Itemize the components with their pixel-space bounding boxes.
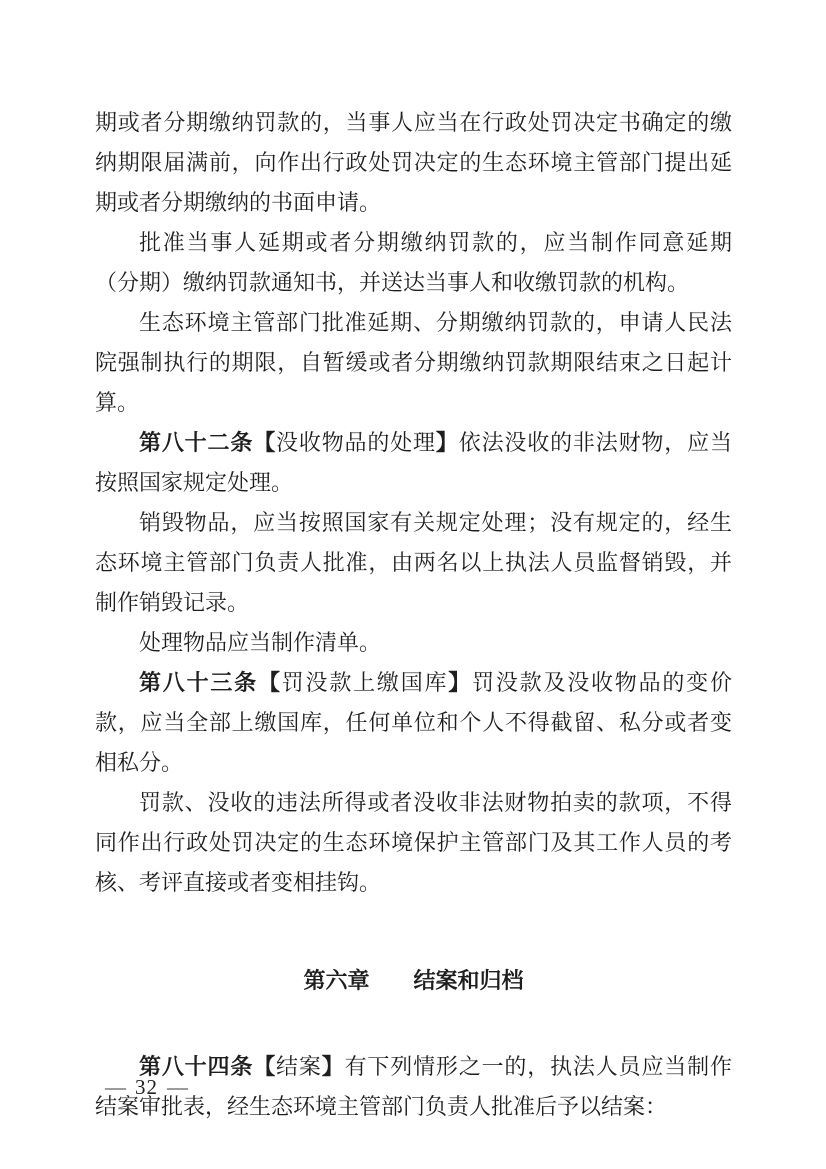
paragraph xyxy=(95,623,732,663)
bracket-close: 】 xyxy=(321,1054,345,1079)
paragraph-text: 销毁物品，应当按照国家有关规定处理；没有规定的，经生态环境主管部门负责人批准，由两名以上执法人员监督销毁，并制作销毁记录。 xyxy=(95,510,732,615)
article-number: 第八十二条 xyxy=(139,430,254,455)
paragraph-text: 期或者分期缴纳罚款的，当事人应当在行政处罚决定书确定的缴纳期限届满前，向作出行政处罚决定的生态环境主管部门提出延期或者分期缴纳的书面申请。 xyxy=(95,110,732,215)
page-number: 32 xyxy=(135,1075,158,1099)
paragraph xyxy=(95,503,732,623)
paragraph-text: 批准当事人延期或者分期缴纳罚款的，应当制作同意延期（分期）缴纳罚款通知书，并送达当事人和收缴罚款的机构。 xyxy=(95,230,732,295)
paragraph-text: 生态环境主管部门批准延期、分期缴纳罚款的，申请人民法院强制执行的期限，自暂缓或者分期缴纳罚款期限结束之日起计算。 xyxy=(95,310,732,415)
article-text: 罚没款及没收物品的变价款，应当全部上缴国库，任何单位和个人不得截留、私分或者变相私分。 xyxy=(95,670,732,775)
page-footer xyxy=(105,1074,188,1100)
paragraph-text: 罚款、没收的违法所得或者没收非法财物拍卖的款项，不得同作出行政处罚决定的生态环境保护主管部门及其工作人员的考核、考评直接或者变相挂钩。 xyxy=(95,790,732,895)
article-title: 结案 xyxy=(276,1054,322,1079)
paragraph xyxy=(95,783,732,903)
bracket-open: 【 xyxy=(253,1054,277,1079)
bracket-open: 【 xyxy=(257,670,282,695)
paragraph xyxy=(95,223,732,303)
paragraph-text: 处理物品应当制作清单。 xyxy=(139,630,382,655)
article-83 xyxy=(95,663,732,783)
document-body xyxy=(95,103,732,1127)
article-text: 依法没收的非法财物，应当按照国家规定处理。 xyxy=(95,430,732,495)
bracket-open: 【 xyxy=(253,430,277,455)
article-title: 没收物品的处理 xyxy=(276,430,436,455)
bracket-close: 】 xyxy=(448,670,473,695)
article-82 xyxy=(95,423,732,503)
bracket-close: 】 xyxy=(435,430,459,455)
chapter-number: 第六章 xyxy=(303,968,370,993)
paragraph xyxy=(95,303,732,423)
footer-dash-left: — xyxy=(105,1075,126,1099)
article-text: 有下列情形之一的，执法人员应当制作结案审批表，经生态环境主管部门负责人批准后予以结案： xyxy=(95,1054,732,1119)
paragraph-continuation xyxy=(95,103,732,223)
article-title: 罚没款上缴国库 xyxy=(281,670,449,695)
article-number: 第八十四条 xyxy=(139,1054,254,1079)
footer-dash-right: — xyxy=(167,1075,188,1099)
chapter-title: 结案和归档 xyxy=(413,968,524,993)
chapter-heading xyxy=(95,961,732,1001)
article-number: 第八十三条 xyxy=(139,670,258,695)
article-84 xyxy=(95,1047,732,1127)
